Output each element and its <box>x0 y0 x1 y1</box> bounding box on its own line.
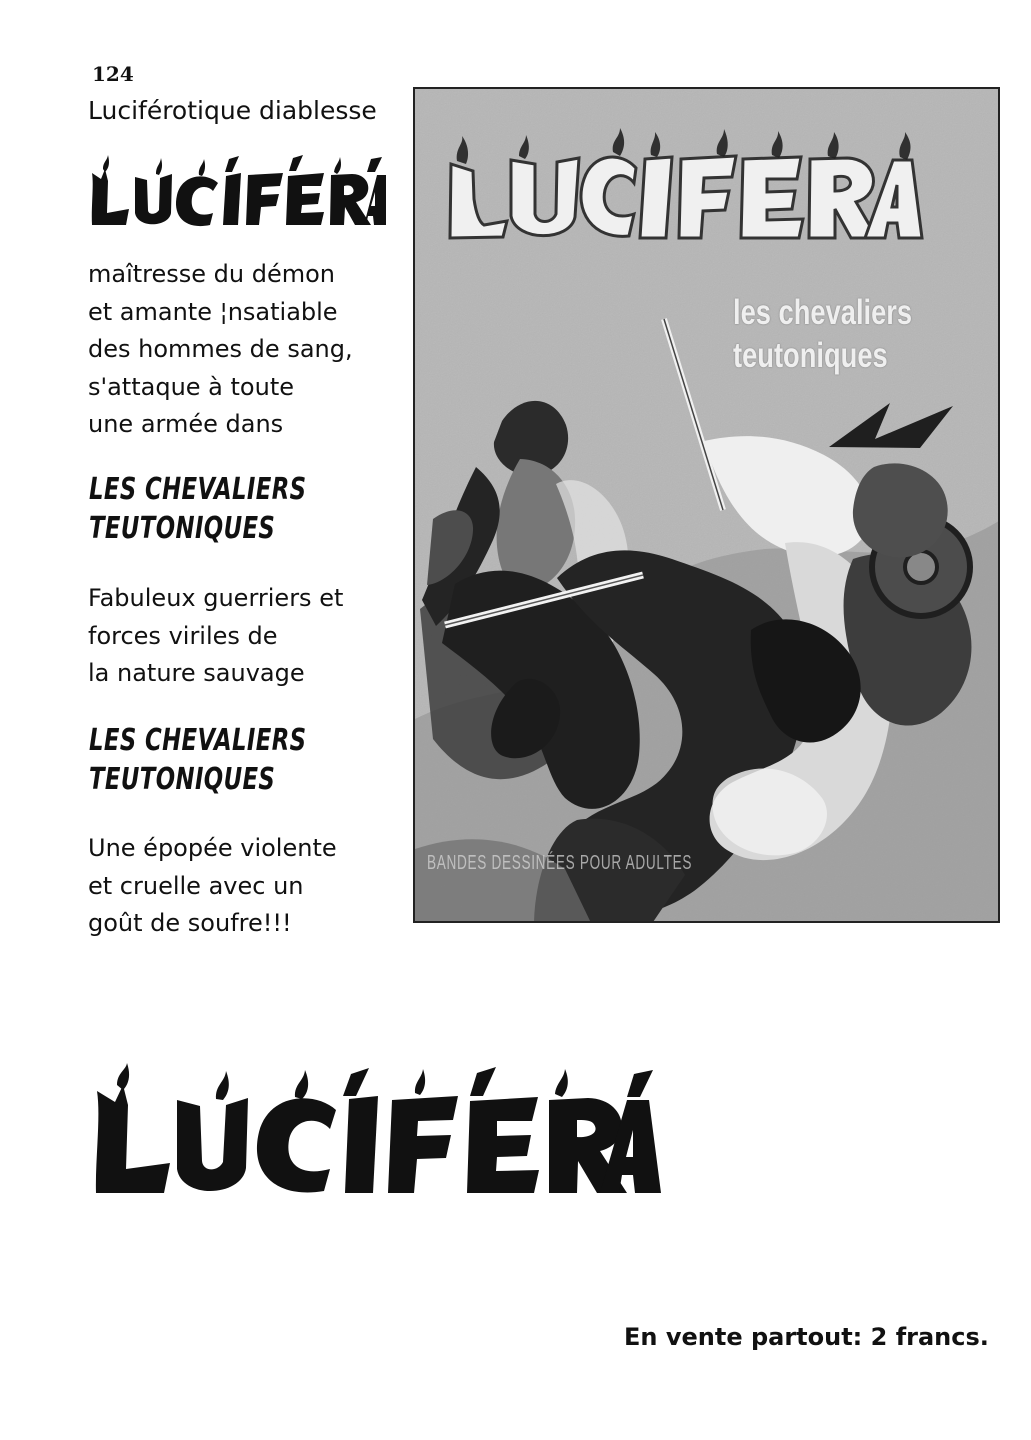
description-line: des hommes de sang, <box>88 335 353 363</box>
story-title-line: LES CHEVALIERS <box>89 472 307 507</box>
sale-price-text: En vente partout: 2 francs. <box>624 1323 989 1351</box>
description-line: Fabuleux guerriers et <box>88 584 344 612</box>
description-line: Une épopée violente <box>88 834 337 862</box>
brand-logo-large <box>86 1063 661 1203</box>
description-paragraph-1 <box>88 256 353 444</box>
cover-artwork <box>415 89 1000 923</box>
cover-subtitle <box>733 291 912 377</box>
story-title-line: LES CHEVALIERS <box>89 723 307 758</box>
description-line: et cruelle avec un <box>88 871 304 900</box>
cover-subtitle-line: teutoniques <box>733 336 888 375</box>
intro-text: Luciférotique diablesse <box>88 96 377 125</box>
story-title-line: TEUTONIQUES <box>89 511 276 546</box>
cover-title-logo <box>450 156 922 238</box>
story-title-line: TEUTONIQUES <box>89 762 276 797</box>
comic-cover <box>413 87 1000 923</box>
description-paragraph-3 <box>88 830 337 943</box>
cover-subtitle-line: les chevaliers <box>733 293 913 332</box>
description-line: s'attaque à toute <box>88 372 294 401</box>
description-line: et amante ¦nsatiable <box>88 297 338 326</box>
description-line: forces viriles de <box>88 621 278 650</box>
description-line: maîtresse du démon <box>88 260 336 288</box>
story-title-2 <box>89 721 306 799</box>
description-line: une armée dans <box>88 410 284 438</box>
cover-footer-text: BANDES DESSINÉES POUR ADULTES <box>427 852 693 874</box>
description-line: la nature sauvage <box>88 659 305 687</box>
page-number: 124 <box>92 62 134 86</box>
story-title-1 <box>89 470 306 548</box>
brand-logo-small <box>86 155 386 233</box>
description-line: goût de soufre!!! <box>88 909 292 937</box>
description-paragraph-2 <box>88 580 343 693</box>
